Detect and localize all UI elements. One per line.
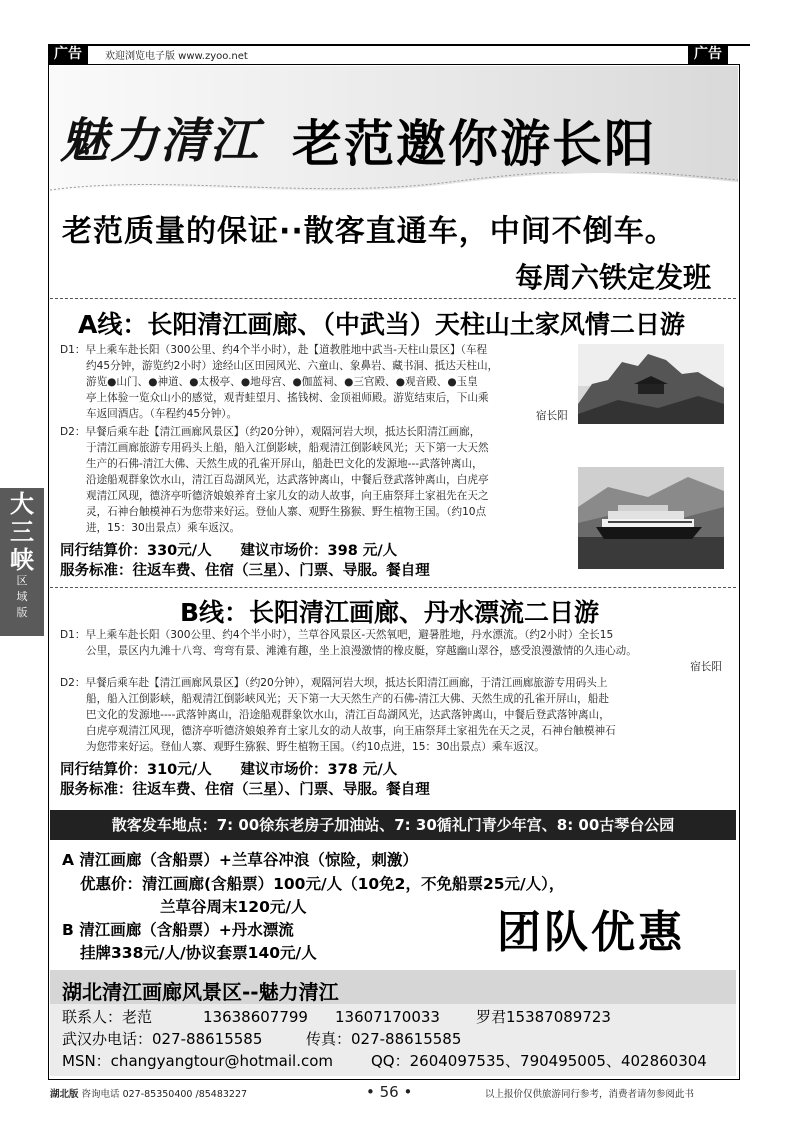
route-a-service: 服务标准：往返车费、住宿（三星）、门票、导服。餐自理 bbox=[60, 563, 430, 579]
itinerary-line: 白虎亭观清江风现，德济亭听德济娘娘养育土家儿女的动人故事，向王庙祭拜土家祖先在天之灵，石神台触模神石 bbox=[86, 725, 616, 737]
itinerary-line: 生产的石佛-清江大佛、天然生成的孔雀开屏山，船赴巴文化的发源地---武落钟离山， bbox=[86, 458, 483, 470]
itinerary-line: 进，15：30出景点）乘车返汉。 bbox=[86, 522, 241, 534]
msn-contact: MSN：changyangtour@hotmail.com bbox=[62, 1052, 333, 1070]
ad-label-right: 广告 bbox=[688, 44, 728, 64]
group-offer-line: 挂牌338元/人/协议套票140元/人 bbox=[80, 944, 317, 962]
departure-points-bar: 散客发车地点：7: 00徐东老房子加油站、7: 30循礼门青少年宫、8: 00古琴台公园 bbox=[50, 810, 736, 840]
welcome-text: 欢迎浏览电子版 www.zyoo.net bbox=[105, 51, 248, 62]
night-stay-label: 宿长阳 bbox=[536, 410, 568, 422]
slogan: 老范质量的保证··散客直通车，中间不倒车。 bbox=[62, 214, 676, 249]
route-b-itinerary bbox=[60, 627, 730, 755]
itinerary-line: 约45分钟，游览约2小时）途经山区田园风光、六童山、象鼻岩、藏书洞、抵达天柱山， bbox=[86, 360, 499, 372]
night-stay-label: 宿长阳 bbox=[690, 661, 722, 673]
route-b-service: 服务标准：往返车费、住宿（三星）、门票、导服。餐自理 bbox=[60, 782, 430, 798]
itinerary-line: D1：早上乘车赴长阳（300公里、约4个半小时），赴【道教胜地中武当-天柱山景区】（车程 bbox=[60, 344, 488, 356]
itinerary-line: 沿途船观群象饮水山，清江百岛湖风光，达武落钟离山，中餐后登武落钟离山，白虎亭 bbox=[86, 474, 489, 486]
itinerary-line: 亭上体验一览众山小的感觉，观青蛙望月、搖钱树、金顶祖师殿。游览结束后，下山乘 bbox=[86, 392, 489, 404]
contact-person-2: 罗君15387089723 bbox=[476, 1008, 611, 1026]
footer-consult-phone: 咨询电话 027-85350400 /85483227 bbox=[81, 1089, 248, 1100]
route-a-title: A线：长阳清江画廊、（中武当）天柱山土家风情二日游 bbox=[78, 310, 685, 339]
itinerary-line: 巴文化的发源地----武落钟离山，沿途船观群象饮水山，清江百岛湖风光，达武落钟离山，中餐后登武落钟离山， bbox=[86, 709, 610, 721]
side-tab-char: 峡 bbox=[10, 545, 34, 574]
footer-left bbox=[50, 1086, 247, 1100]
itinerary-line: 为您带来好运。登仙人寨、观野生猕猴、野生植物王国。（约10点进，15：30出景点）乘车返汉。 bbox=[86, 741, 545, 753]
itinerary-line: 车返回酒店。（车程约45分钟）。 bbox=[86, 408, 238, 420]
group-offer-line: B 清江画廊（含船票）+丹水漂流 bbox=[62, 921, 294, 939]
itinerary-line: 灵，石神台触模神石为您带来好运。登仙人寨、观野生猕猴、野生植物王国。（约10点 bbox=[86, 506, 487, 518]
route-b-title: B线：长阳清江画廊、丹水漂流二日游 bbox=[180, 598, 600, 627]
route-b-price: 同行结算价：310元/人 建议市场价：378 元/人 bbox=[60, 762, 398, 778]
side-tab-char: 大 bbox=[10, 489, 34, 518]
itinerary-line: 船，船入江倒影峡，船观清江倒影峡风光；天下第一大天然生产的石佛-清江大佛、天然生成的孔雀开屏山，船赴 bbox=[86, 693, 609, 705]
contact-phone: 13638607799 bbox=[203, 1008, 308, 1026]
divider bbox=[50, 298, 736, 299]
group-discount-badge: 团队优惠 bbox=[497, 907, 685, 958]
qq-contact: QQ：2604097535、790495005、402860304 bbox=[371, 1052, 707, 1070]
itinerary-line: 于清江画廊旅游专用码头上船，船入江倒影峡，船观清江倒影峡风光；天下第一大天然 bbox=[86, 442, 489, 454]
group-offer-line: 优惠价：清江画廊(含船票）100元/人（10免2，不免船票25元/人）， bbox=[80, 875, 565, 893]
weekly-departure: 每周六铁定发班 bbox=[515, 261, 712, 294]
footer-edition: 湖北版 bbox=[50, 1089, 79, 1100]
ad-label-left: 广告 bbox=[48, 44, 88, 64]
office-phone: 武汉办电话：027-88615585 bbox=[62, 1030, 263, 1048]
route-a-price: 同行结算价：330元/人 建议市场价：398 元/人 bbox=[60, 543, 398, 559]
itinerary-line: D1：早上乘车赴长阳（300公里、约4个半小时），兰草谷风景区-天然氧吧，避暑胜地，丹水漂流。（约2小时）全长15 bbox=[60, 629, 614, 641]
banner-wave-decoration bbox=[50, 172, 738, 202]
region-side-tab bbox=[0, 488, 44, 636]
contact-person: 联系人：老范 bbox=[62, 1008, 153, 1026]
brand-logo: 魅力清江 bbox=[60, 113, 261, 169]
page-number: • 56 • bbox=[366, 1083, 413, 1101]
river-boat-photo bbox=[578, 467, 724, 569]
itinerary-line: 公里，景区内九滩十八弯、弯弯有景、滩滩有趣，坐上浪漫激情的橡皮艇，穿越幽山翠谷，感受浪漫激情的久违心动。 bbox=[86, 645, 637, 657]
contact-title: 湖北清江画廊风景区--魅力清江 bbox=[62, 980, 339, 1004]
group-offer-line: 兰草谷周末120元/人 bbox=[160, 898, 307, 916]
contact-phone: 13607170033 bbox=[335, 1008, 440, 1026]
itinerary-line: 游览●山门、●神道、●太极亭、●地母宫、●伽蓝祠、●三官殿、●观音殿、●玉皇 bbox=[86, 376, 478, 388]
itinerary-line: D2：早餐后乘车赴【清江画廊风景区】（约20分钟），观隔河岩大坝，抵达长阳清江画廊， bbox=[60, 426, 481, 438]
itinerary-line: D2：早餐后乘车赴【清江画廊风景区】（约20分钟），观隔河岩大坝，抵达长阳清江画廊，于清江画廊旅游专用码头上 bbox=[60, 677, 608, 689]
side-tab-char: 三 bbox=[10, 517, 34, 546]
route-a-itinerary bbox=[60, 342, 575, 536]
group-offer-line: A 清江画廊（含船票）+兰草谷冲浪（惊险，刺激） bbox=[62, 851, 418, 869]
fax-number: 传真：027-88615585 bbox=[306, 1030, 462, 1048]
side-tab-sub: 版 bbox=[16, 606, 28, 619]
side-tab-sub: 区 bbox=[16, 574, 28, 587]
footer-disclaimer: 以上报价仅供旅游同行参考，消费者请勿参阅此书 bbox=[485, 1089, 695, 1100]
itinerary-line: 观清江风现，德济亭听德济娘娘养育土家儿女的动人故事，向王庙祭拜土家祖先在天之 bbox=[86, 490, 489, 502]
divider bbox=[50, 587, 736, 588]
mountain-photo bbox=[578, 344, 724, 424]
side-tab-sub: 域 bbox=[16, 590, 28, 603]
header-rule bbox=[48, 44, 750, 46]
banner-title: 老范邀你游长阳 bbox=[292, 115, 656, 173]
